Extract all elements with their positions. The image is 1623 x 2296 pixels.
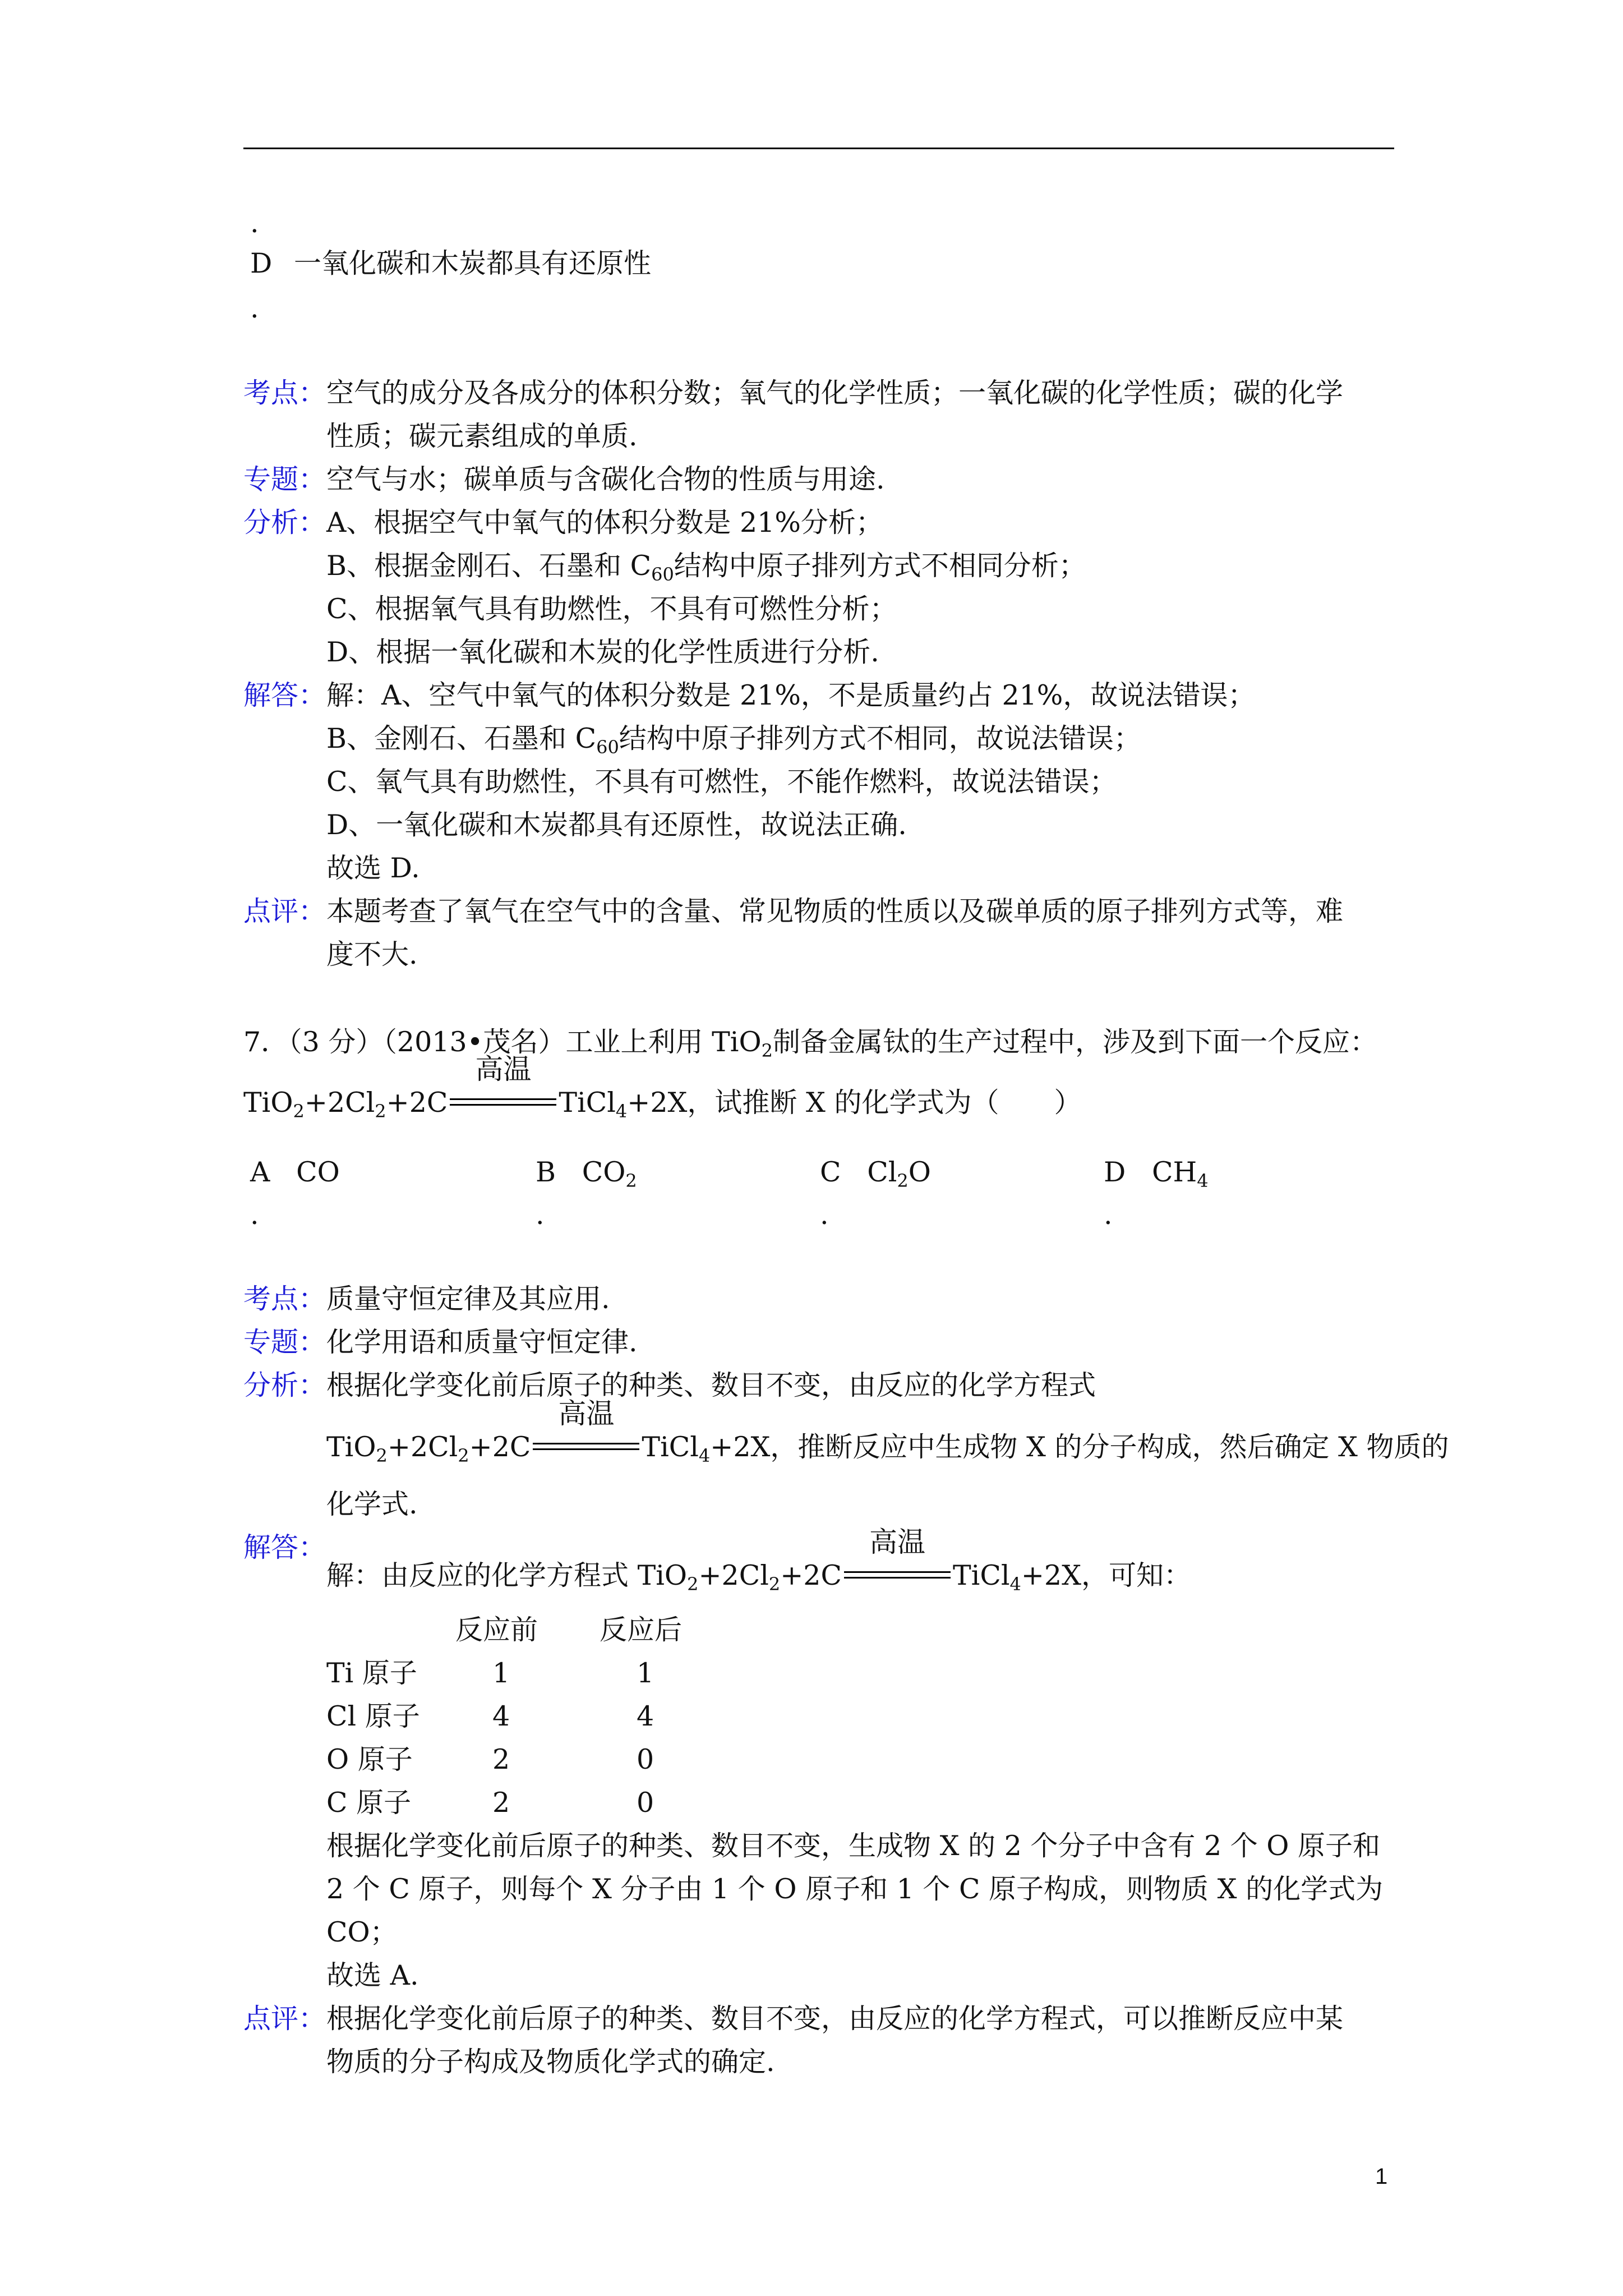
jieda-b: B、金刚石、石墨和 $C_{60}$结构中原子排列方式不相同，故说法错误； [326,723,1141,758]
reaction-condition-sign: 高温 [531,1426,642,1469]
table-row-name: Cl 原子 [326,1700,420,1732]
kaodian-label: 考点： [243,377,326,409]
option-dot: . [250,1199,259,1231]
option-d: D $CH_4$ [1104,1156,1209,1191]
option-c: C $Cl_2O$ [820,1156,931,1191]
jieda-choice: 故选 A. [326,1959,419,1991]
option-d-letter: D [250,247,273,279]
zhuanti-label: 专题： [243,1326,326,1358]
option-dot: . [250,207,259,239]
table-cell-after: 0 [637,1743,654,1775]
option-d-text: 一氧化碳和木炭都具有还原性 [294,247,652,279]
dianping-text: 度不大. [326,938,418,970]
table-cell-before: 1 [492,1657,510,1689]
zhuanti-text: 空气与水；碳单质与含碳化合物的性质与用途. [326,463,885,495]
table-row-name: O 原子 [326,1743,413,1775]
header-rule [243,148,1394,149]
table-cell-before: 2 [492,1743,510,1775]
table-row-name: Ti 原子 [326,1657,417,1689]
jieda-2: 根据化学变化前后原子的种类、数目不变，生成物 X 的 2 个分子中含有 2 个 O 原子和 [326,1830,1381,1862]
table-cell-before: 2 [492,1787,510,1819]
jieda-3: 2 个 C 原子，则每个 X 分子由 1 个 O 原子和 1 个 C 原子构成，则物质 X 的化学式为 [326,1873,1384,1905]
jieda-4: CO； [326,1916,398,1948]
fenxi-b: B、根据金刚石、石墨和 $C_{60}$结构中原子排列方式不相同分析； [326,550,1086,585]
option-a: A CO [250,1156,340,1188]
option-dot: . [250,292,259,324]
jieda-1: 解：由反应的化学方程式 $TiO_2+2Cl_2+2C$ 高温 TiCl$_4$+2X，可知： [326,1554,1191,1597]
jieda-label: 解答： [243,679,326,711]
option-b: B $CO_2$ [536,1156,637,1191]
fenxi-c: C、根据氧气具有助燃性，不具有可燃性分析； [326,593,897,625]
zhuanti-label: 专题： [243,463,326,495]
question-7-equation: $TiO_2+2Cl_2+2C$ 高温 TiCl$_4$+2X，试推断 X 的化学式为（ ） [243,1082,1081,1124]
fenxi-label: 分析： [243,507,326,539]
kaodian-text: 质量守恒定律及其应用. [326,1283,610,1315]
jieda-choice: 故选 D. [326,852,420,884]
fenxi-label: 分析： [243,1369,326,1401]
table-row-name: C 原子 [326,1787,412,1819]
option-dot: . [1104,1199,1113,1231]
fenxi-d: D、根据一氧化碳和木炭的化学性质进行分析. [326,636,879,668]
fenxi-1: 根据化学变化前后原子的种类、数目不变，由反应的化学方程式 [326,1369,1096,1401]
fenxi-equation: $TiO_2+2Cl_2+2C$ 高温 TiCl$_4$+2X，推断反应中生成物 X 的分子构成，然后确定 X 物质的 [326,1426,1449,1469]
fenxi-3: 化学式. [326,1488,418,1520]
table-cell-after: 4 [637,1700,654,1732]
reaction-condition-sign: 高温 [842,1554,953,1597]
page-number: 1 [1375,2164,1388,2189]
kaodian-label: 考点： [243,1283,326,1315]
kaodian-text: 空气的成分及各成分的体积分数；氧气的化学性质；一氧化碳的化学性质；碳的化学 [326,377,1344,409]
question-7-stem: 7．（3 分）（2013•茂名）工业上利用 TiO$_2$制备金属钛的生产过程中，涉及到下面一个反应： [243,1026,1378,1061]
zhuanti-text: 化学用语和质量守恒定律. [326,1326,638,1358]
jieda-d: D、一氧化碳和木炭都具有还原性，故说法正确. [326,809,907,841]
dianping-text: 根据化学变化前后原子的种类、数目不变，由反应的化学方程式，可以推断反应中某 [326,2003,1344,2035]
dianping-text: 物质的分子构成及物质化学式的确定. [326,2046,775,2078]
table-cell-after: 0 [637,1787,654,1819]
kaodian-text: 性质；碳元素组成的单质. [326,420,638,452]
table-cell-before: 4 [492,1700,510,1732]
table-header-before: 反应前 [455,1614,538,1646]
dianping-text: 本题考查了氧气在空气中的含量、常见物质的性质以及碳单质的原子排列方式等，难 [326,895,1344,927]
table-header-after: 反应后 [600,1614,683,1646]
option-dot: . [536,1199,545,1231]
jieda-c: C、氧气具有助燃性，不具有可燃性，不能作燃料，故说法错误； [326,766,1117,798]
jieda-a: 解：A、空气中氧气的体积分数是 21%，不是质量约占 21%，故说法错误； [326,679,1256,711]
reaction-condition-sign: 高温 [448,1082,559,1124]
fenxi-a: A、根据空气中氧气的体积分数是 21%分析； [326,507,883,539]
jieda-label: 解答： [243,1531,326,1563]
option-dot: . [820,1199,829,1231]
dianping-label: 点评： [243,2003,326,2035]
dianping-label: 点评： [243,895,326,927]
table-cell-after: 1 [637,1657,654,1689]
